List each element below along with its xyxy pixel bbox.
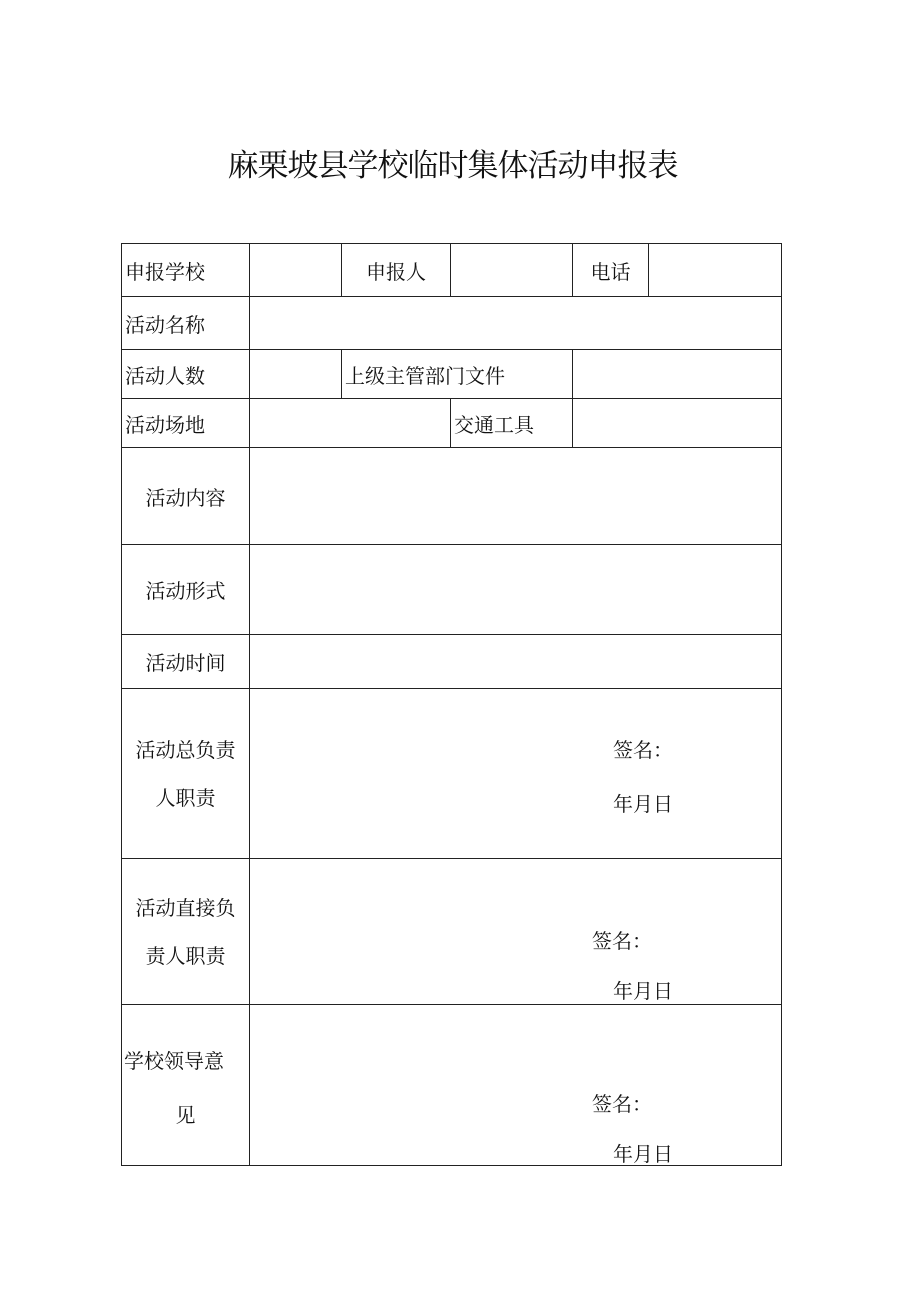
participants-field[interactable] (250, 350, 342, 399)
reporter-label: 申报人 (342, 244, 451, 297)
signature-label: 签名： (613, 738, 673, 762)
time-label: 活动时间 (122, 635, 250, 689)
content-field[interactable] (250, 448, 782, 545)
school-label: 申报学校 (122, 244, 250, 297)
phone-field[interactable] (649, 244, 782, 297)
form-row (122, 399, 782, 448)
leader-opinion-field[interactable] (250, 1005, 782, 1166)
venue-label: 活动场地 (122, 399, 250, 448)
form-row (122, 689, 782, 859)
direct-duty-label (122, 859, 250, 1005)
chief-duty-label (122, 689, 250, 859)
time-field[interactable] (250, 635, 782, 689)
form-row (122, 1005, 782, 1166)
leader-opinion-label-line2: 见 (175, 1103, 196, 1127)
form-row (122, 297, 782, 350)
form-row (122, 350, 782, 399)
participants-label: 活动人数 (122, 350, 250, 399)
direct-duty-field[interactable] (250, 859, 782, 1005)
chief-duty-label-line2: 人职责 (155, 785, 216, 810)
activity-name-label: 活动名称 (122, 297, 250, 350)
phone-label: 电话 (573, 244, 649, 297)
date-label: 年月日 (613, 979, 673, 1003)
format-field[interactable] (250, 545, 782, 635)
activity-name-field[interactable] (250, 297, 782, 350)
form-row (122, 635, 782, 689)
venue-field[interactable] (250, 399, 451, 448)
reporter-field[interactable] (451, 244, 573, 297)
superior-doc-label: 上级主管部门文件 (342, 350, 573, 399)
date-label: 年月日 (613, 1142, 673, 1166)
form-row (122, 244, 782, 297)
chief-duty-label-line1: 活动总负责 (135, 737, 236, 762)
form-row (122, 859, 782, 1005)
date-label: 年月日 (613, 792, 673, 816)
chief-duty-field[interactable] (250, 689, 782, 859)
form-row (122, 545, 782, 635)
direct-duty-label-line2: 责人职责 (145, 943, 226, 968)
format-label: 活动形式 (122, 545, 250, 635)
form-row (122, 448, 782, 545)
signature-label: 签名： (592, 1092, 652, 1116)
signature-label: 签名： (592, 929, 652, 953)
activity-application-form (121, 243, 782, 1166)
transport-field[interactable] (573, 399, 782, 448)
school-field[interactable] (250, 244, 342, 297)
leader-opinion-label (122, 1005, 250, 1166)
direct-duty-label-line1: 活动直接负 (135, 895, 236, 920)
page-title: 麻栗坡县学校临时集体活动申报表 (227, 148, 678, 184)
leader-opinion-label-line1: 学校领导意 (124, 1049, 224, 1073)
superior-doc-field[interactable] (573, 350, 782, 399)
content-label: 活动内容 (122, 448, 250, 545)
transport-label: 交通工具 (451, 399, 573, 448)
